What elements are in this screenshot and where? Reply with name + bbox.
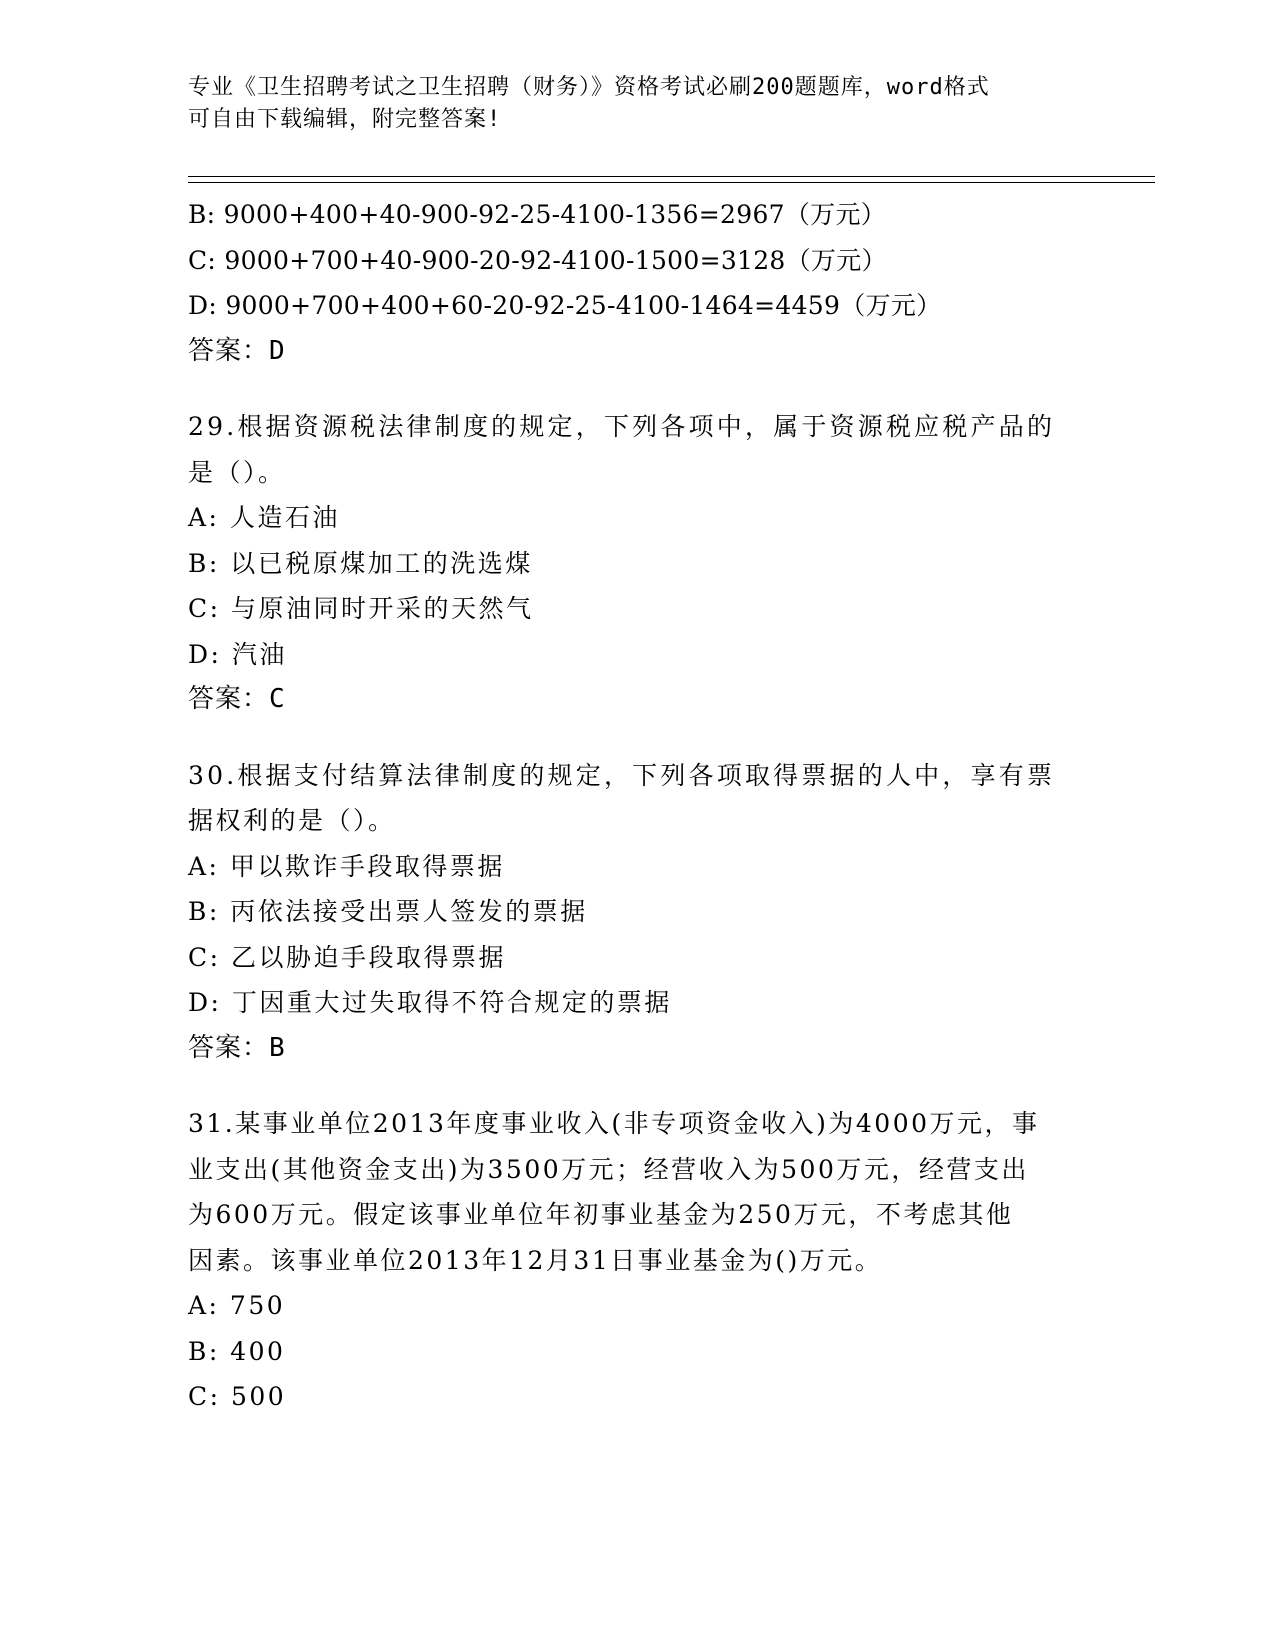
question-stem-continued: 据权利的是（）。 bbox=[188, 806, 396, 835]
document-body bbox=[188, 192, 1088, 1420]
option-d: D: 9000+700+400+60-20-92-25-4100-1464=4459（万元） bbox=[188, 291, 942, 320]
question-29 bbox=[188, 404, 1088, 723]
option-b: B: 9000+400+40-900-92-25-4100-1356=2967（万元） bbox=[188, 200, 887, 229]
option-d: D: 丁因重大过失取得不符合规定的票据 bbox=[188, 988, 672, 1017]
header-divider-top bbox=[188, 176, 1155, 177]
answer-line: 答案：B bbox=[188, 1032, 286, 1063]
option-a: A: 甲以欺诈手段取得票据 bbox=[188, 851, 505, 881]
option-c: C: 乙以胁迫手段取得票据 bbox=[188, 942, 506, 972]
option-b: B: 400 bbox=[188, 1336, 286, 1366]
document-header bbox=[188, 72, 1068, 136]
question-stem-continued: 因素。该事业单位2013年12月31日事业基金为()万元。 bbox=[188, 1245, 883, 1275]
option-d: D: 汽油 bbox=[188, 639, 287, 669]
question-stem: 30.根据支付结算法律制度的规定，下列各项取得票据的人中，享有票 bbox=[188, 760, 1056, 790]
option-c: C: 500 bbox=[188, 1382, 287, 1411]
header-divider-bottom bbox=[188, 182, 1155, 183]
answer-line: 答案：D bbox=[188, 335, 286, 366]
question-31 bbox=[188, 1101, 1088, 1420]
header-line-2: 可自由下载编辑，附完整答案! bbox=[188, 107, 502, 132]
option-b: B: 以已税原煤加工的洗选煤 bbox=[188, 548, 533, 578]
question-stem: 29.根据资源税法律制度的规定，下列各项中，属于资源税应税产品的 bbox=[188, 412, 1056, 441]
option-a: A: 人造石油 bbox=[188, 503, 340, 532]
question-stem-continued: 业支出(其他资金支出)为3500万元；经营收入为500万元，经营支出 bbox=[188, 1154, 1029, 1184]
question-stem-continued: 是（）。 bbox=[188, 457, 286, 487]
option-c: C: 9000+700+40-900-20-92-4100-1500=3128（万元） bbox=[188, 245, 887, 275]
header-line-1: 专业《卫生招聘考试之卫生招聘（财务）》资格考试必刷200题题库，word格式 bbox=[188, 75, 990, 100]
question-30 bbox=[188, 753, 1088, 1072]
question-28-tail bbox=[188, 192, 1088, 374]
question-stem: 31.某事业单位2013年度事业收入(非专项资金收入)为4000万元，事 bbox=[188, 1109, 1040, 1138]
option-b: B: 丙依法接受出票人签发的票据 bbox=[188, 897, 588, 926]
option-c: C: 与原油同时开采的天然气 bbox=[188, 594, 534, 623]
answer-line: 答案：C bbox=[188, 684, 286, 714]
question-stem-continued: 为600万元。假定该事业单位年初事业基金为250万元，不考虑其他 bbox=[188, 1200, 1014, 1229]
option-a: A: 750 bbox=[188, 1291, 286, 1320]
